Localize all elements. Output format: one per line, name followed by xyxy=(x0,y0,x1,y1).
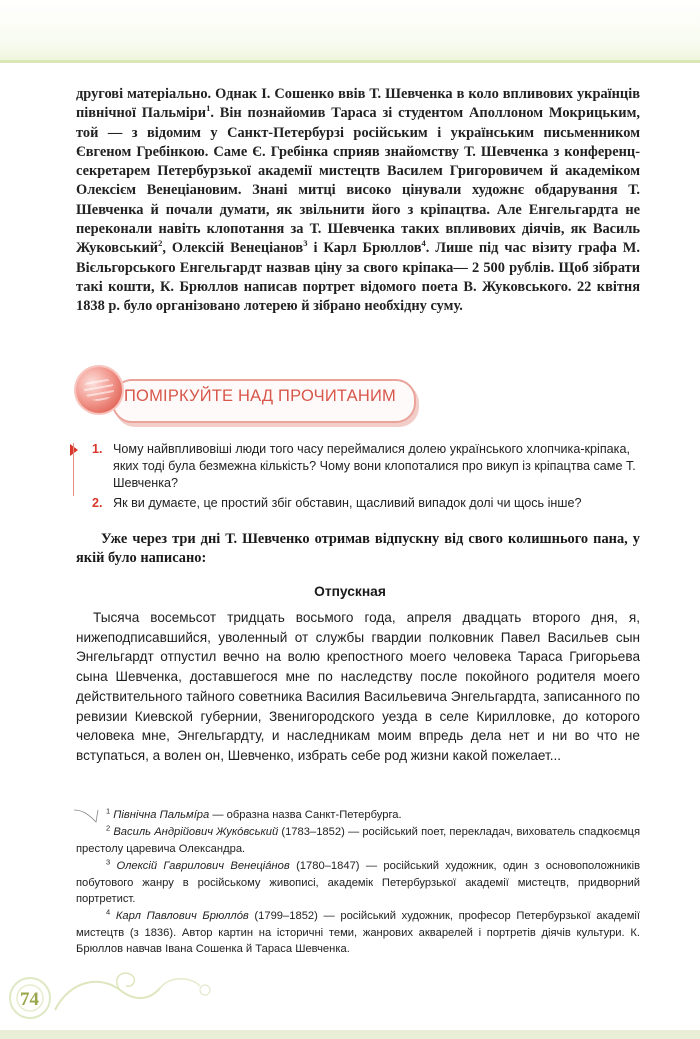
question-text: Як ви думаєте, це простий збіг обставин, щасливий випадок долі чи щось інше? xyxy=(113,495,582,510)
footnote-text: (1783–1852) — російський поет, перекладач, вихователь спадкоємця престолу царевича Олександра. xyxy=(76,826,641,855)
footnote xyxy=(76,824,640,857)
think-about-banner xyxy=(76,365,416,431)
main-text-part: . Лише під час візиту графа М. Вієльгорського Енгельгардт назвав ціну за свого кріпака— 2 500 рублів. Щоб зібрати такі кошти, К. Брюллов написав портрет відомого поета В. Жуковського. 22 квітня 1838 р. було організовано лотерею й зібрано необхідну суму. xyxy=(76,240,640,315)
document-title: Отпускная xyxy=(314,584,386,599)
main-text-part: . Він познайомив Тараса зі студентом Аполлоном Мокрицьким, той — з відомим у Санкт-Петербурзі російським і українським письменником Євгеном Гребінкою. Саме Є. Гребінка сприяв знайомству Т. Шевченка з конференц-секретарем Петербурзької академії мистецтв Василем Григоровичем й академіком Олексієм Венеціановим. Знані митці високо цінували художнє обдарування Т. Шевченка й почали думати, як звільнити його з кріпацтва. Але Енгельгардта не переконали навіть клопотання за Т. Шевченка таких впливових діячів, як Василь Жуковський xyxy=(76,105,640,257)
main-paragraph xyxy=(76,85,640,317)
footnote-term: Північна Пальмíра xyxy=(113,809,210,821)
banner-ball-icon xyxy=(76,367,122,413)
page-header-band xyxy=(0,0,700,62)
footnote-number: 4 xyxy=(106,907,111,917)
footnote-number: 1 xyxy=(106,806,111,816)
page-footer-band xyxy=(0,1030,700,1039)
footnote-term: Василь Андрійович Жукóвський xyxy=(113,826,279,839)
footnote-ref-3: 3 xyxy=(303,238,308,249)
main-text-part: другові матеріально. Однак І. Сошенко ввів Т. Шевченка в коло впливових українців північної Пальміри xyxy=(76,86,640,122)
footnote-text: (1799–1852) — російський художник, професор Петербурзької академії мистецтв (з 1836). Автор картин на історичні теми, жанрових акварелей і портретів діячів культури. К. Брюллов навчав Івана Сошенка й Тараса Шевченка. xyxy=(76,910,640,956)
footnote-text: — образна назва Санкт-Петербурга. xyxy=(209,809,402,821)
questions-list xyxy=(76,441,646,514)
main-text-part: і Карл Брюллов xyxy=(307,240,422,257)
footnotes xyxy=(76,807,640,959)
footnote-number: 3 xyxy=(106,857,111,867)
question-rule xyxy=(73,443,74,496)
banner-title: ПОМІРКУЙТЕ НАД ПРОЧИТАНИМ xyxy=(124,387,396,405)
footnote-text: (1780–1847) — російський художник, один з основоположників побутового жанру в російському живописі, академік Петербурзької академії мистецтв, придворний портретист. xyxy=(76,860,641,906)
header-rule xyxy=(0,60,700,63)
intro-paragraph: Уже через три дні Т. Шевченко отримав відпускну від свого колишнього пана, у якій було написано: xyxy=(76,531,640,567)
footnote xyxy=(76,858,640,907)
question-number: 1. xyxy=(92,442,103,456)
document-body: Тысяча восемьсот тридцать восьмого года, апреля двадцать второго дня, я, нижеподписавшийся, уволенный от службы гвардии полковник Павел Васильев сын Энгельгардт отпустил вечно на волю крепостного моего человека Тараса Григорьева сына Шевченка, доставшегося мне по наследству после покойного родителя моего действительного тайного советника Василия Васильевича Энгельгардта, записанного по ревизии Киевской губернии, Звенигородского уезда в селе Кирилловке, до которого человека мне, Энгельгардту, и наследникам моим впредь дела нет и ни во что не вступаться, а волен он, Шевченко, избрать себе род жизни какой пожелает... xyxy=(76,610,640,763)
footnote-number: 2 xyxy=(106,823,111,833)
question-text: Чому найвпливовіші люди того часу переймалися долею українського хлопчика-кріпака, яких тоді була безмежна кількість? Чому вони клопоталися про викуп із кріпацтва саме Т. Шевченка? xyxy=(113,442,636,491)
footnote-term: Олексій Гаврилович Венеціáнов xyxy=(116,860,290,873)
footnote-term: Карл Павлович Брюллóв xyxy=(115,910,249,923)
footnote xyxy=(76,807,640,823)
main-text-part: , Олексій Венеціанов xyxy=(162,240,304,257)
question-number: 2. xyxy=(92,495,103,510)
footnote-ref-4: 4 xyxy=(421,238,426,249)
footnote-ref-1: 1 xyxy=(206,103,211,114)
question-item xyxy=(76,441,646,493)
question-item xyxy=(76,495,646,512)
page-number: 74 xyxy=(20,989,39,1010)
footnote-ref-2: 2 xyxy=(158,238,163,249)
